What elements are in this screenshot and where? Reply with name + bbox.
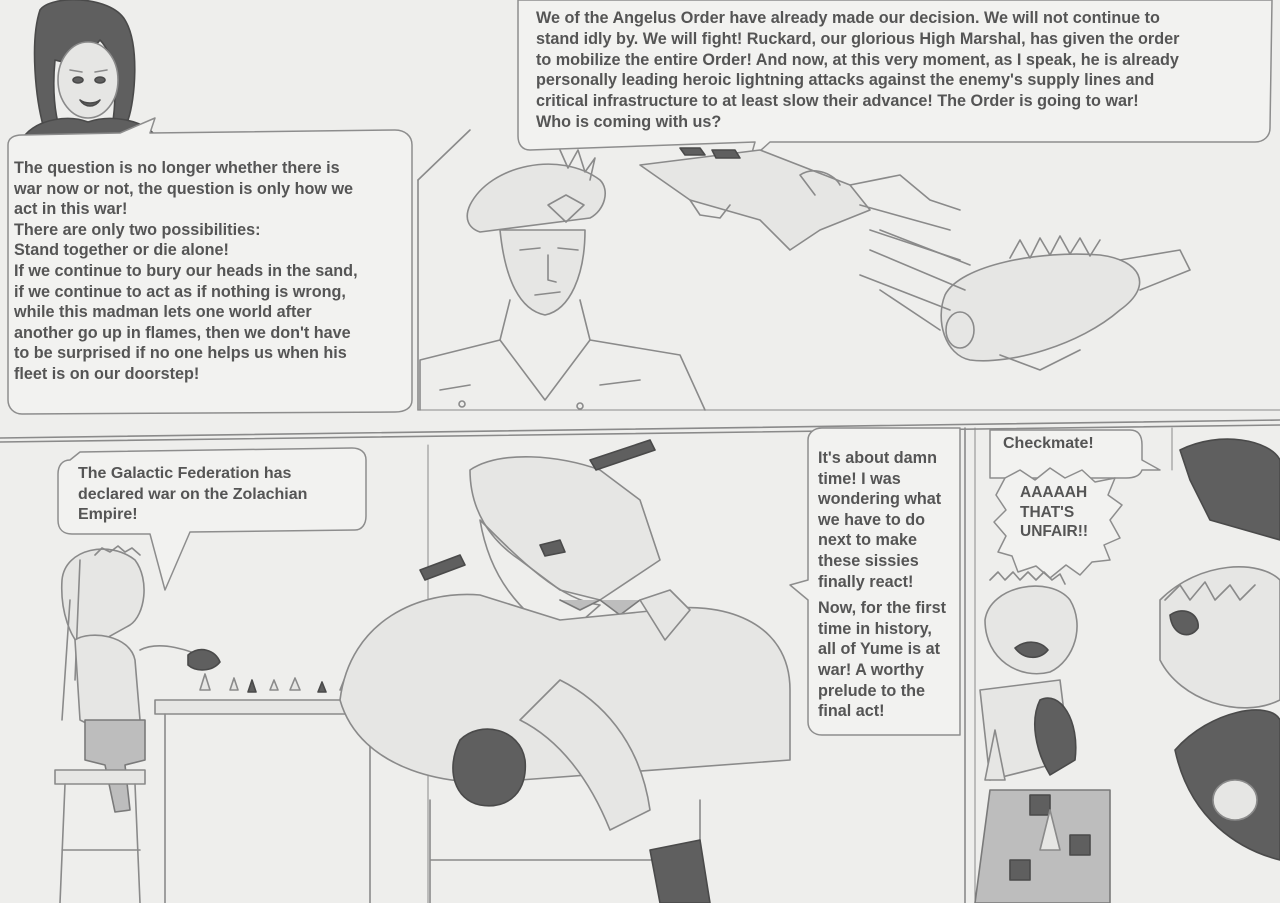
speech-line: We of the Angelus Order have already made our decision. We will not continue to (536, 9, 1160, 27)
speech-line: It's about damn (818, 449, 937, 467)
speech-line: act in this war! (14, 200, 128, 219)
speech-line: time in history, (818, 619, 932, 638)
speech-line: There are only two possibilities: (14, 220, 261, 239)
speech-line: personally leading heroic lightning attacks against the enemy's supply lines and (536, 71, 1155, 90)
speech-line: to mobilize the entire Order! And now, at this very moment, as I speak, he is already (536, 50, 1179, 69)
speech-line: time! I was (818, 469, 901, 488)
speech-line: while this madman lets one world after (14, 303, 312, 322)
creature-in-chair-drawing (340, 440, 790, 903)
speech-text-federation (78, 464, 358, 526)
speech-line: fleet is on our doorstep! (14, 364, 200, 383)
speech-line: war! A worthy (818, 660, 924, 679)
speech-line: these sissies (818, 551, 919, 570)
speech-line: wondering what (818, 490, 942, 509)
officer-drawing (420, 150, 705, 410)
speech-line: declared war on the Zolachian (78, 485, 308, 503)
speech-line: Stand together or die alone! (14, 241, 229, 260)
speech-line: Empire! (78, 506, 138, 523)
speech-line: finally react! (818, 572, 914, 591)
speech-line: all of Yume is at (818, 640, 941, 659)
spaceships-drawing (640, 148, 1190, 370)
speech-text-damn-time (818, 448, 966, 728)
speech-line: we have to do (818, 510, 926, 529)
speech-line: to be surprised if no one helps us when his (14, 344, 347, 363)
speech-line: if we continue to act as if nothing is wrong, (14, 282, 346, 301)
speech-line: prelude to the (818, 681, 926, 700)
speech-line: final act! (818, 702, 885, 721)
speech-line: The Galactic Federation has (78, 465, 292, 482)
shout-line: UNFAIR!! (1020, 523, 1089, 540)
speech-line: Now, for the first (818, 599, 946, 618)
speech-line: stand idly by. We will fight! Ruckard, our glorious High Marshal, has given the order (536, 29, 1180, 48)
speech-paragraph (818, 448, 966, 592)
speech-line: critical infrastructure to at least slow their advance! The Order is going to war! (536, 92, 1139, 111)
speech-line: Who is coming with us? (536, 112, 722, 131)
speech-line: The question is no longer whether there is (14, 159, 340, 177)
shout-text-unfair (1020, 483, 1120, 542)
woman-portrait-drawing (25, 0, 155, 135)
speech-text-checkmate: Checkmate! (1003, 435, 1094, 452)
speech-line: another go up in flames, then we don't have (14, 323, 351, 342)
speech-line: If we continue to bury our heads in the sand, (14, 261, 358, 280)
speech-text-angelus (536, 8, 1256, 133)
speech-line: next to make (818, 531, 917, 550)
speech-text-main-left (14, 158, 409, 385)
speech-line: war now or not, the question is only how we (14, 179, 354, 198)
shout-line: AAAAAH (1020, 484, 1088, 501)
shout-line: THAT'S (1020, 503, 1075, 521)
speech-paragraph (818, 598, 966, 722)
girl-chess-drawing (55, 546, 385, 903)
